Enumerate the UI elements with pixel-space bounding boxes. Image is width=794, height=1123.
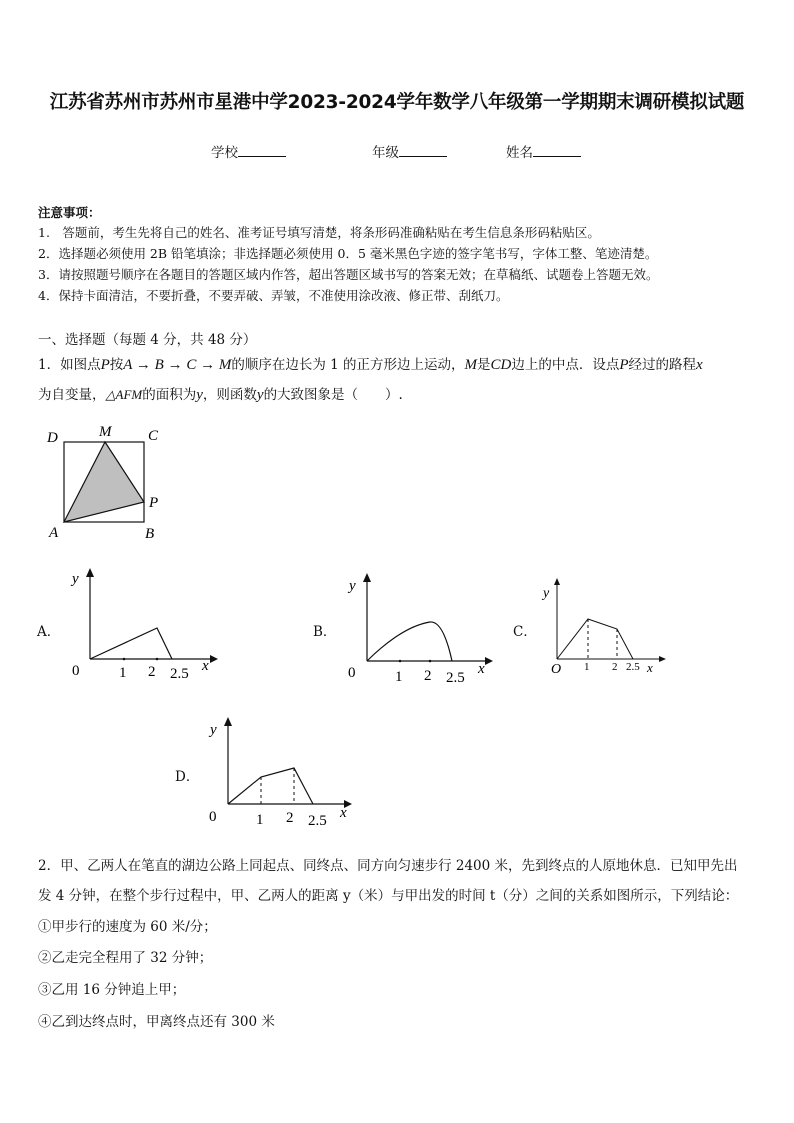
- triangle-apm: [64, 442, 144, 522]
- question-2-line-2: 发 4 分钟，在整个步行过程中，甲、乙两人的距离 y（米）与甲出发的时间 t（分）之间的关系如图所示，下列结论：: [38, 888, 739, 904]
- grade-field: [372, 141, 447, 161]
- grade-label: 年级: [372, 145, 399, 161]
- note-item: 1. 答题前，考生先将自己的姓名、准考证号填写清楚，将条形码准确粘贴在考生信息条形码粘贴区。: [38, 225, 600, 240]
- svg-text:2.5: 2.5: [308, 813, 327, 829]
- name-label: 姓名: [506, 145, 533, 161]
- option-a-graph: [60, 565, 220, 685]
- question-2-statement: ①甲步行的速度为 60 米/分；: [38, 919, 217, 935]
- question-2-statement: ③乙用 16 分钟追上甲；: [38, 982, 186, 998]
- option-c-curve: [557, 619, 633, 659]
- option-c-graph: [535, 572, 685, 682]
- option-a-curve: [90, 628, 172, 659]
- section-heading: 一、选择题（每题 4 分，共 48 分）: [38, 332, 257, 348]
- page-title: 江苏省苏州市苏州市星港中学2023-2024学年数学八年级第一学期期末调研模拟试题: [49, 92, 745, 113]
- svg-text:1: 1: [395, 669, 403, 685]
- notes-heading: 注意事项：: [38, 205, 101, 220]
- svg-text:2: 2: [148, 664, 156, 680]
- svg-text:y: y: [349, 578, 356, 594]
- svg-text:1: 1: [119, 665, 127, 681]
- svg-text:y: y: [210, 722, 217, 738]
- label-p: P: [149, 495, 159, 511]
- svg-text:2: 2: [424, 668, 432, 684]
- grade-blank: [399, 144, 447, 157]
- question-1-line-1: 1．如图点P按A → B → C → M的顺序在边长为 1 的正方形边上运动，M是CD边上的中点．设点P经过的路程x: [38, 357, 703, 373]
- question-2-statement: ②乙走完全程用了 32 分钟；: [38, 950, 213, 966]
- option-d-curve: [228, 768, 313, 804]
- school-field: [211, 141, 286, 161]
- label-m: M: [99, 424, 112, 440]
- svg-text:x: x: [478, 661, 485, 677]
- note-item: 4．保持卡面清洁，不要折叠，不要弄破、弄皱，不准使用涂改液、修正带、刮纸刀。: [38, 288, 509, 303]
- label-a: A: [49, 525, 59, 541]
- svg-text:2: 2: [286, 810, 294, 826]
- question-1-line-2: 为自变量，△AFM的面积为y，则函数y的大致图象是（ ）.: [38, 387, 403, 403]
- name-blank: [533, 144, 581, 157]
- note-item: 3．请按照题号顺序在各题目的答题区域内作答，超出答题区域书写的答案无效；在草稿纸、试题卷上答题无效。: [38, 267, 659, 282]
- label-c: C: [148, 428, 159, 444]
- note-item: 2．选择题必须使用 2B 铅笔填涂；非选择题必须使用 0．5 毫米黑色字迹的签字笔书写，字体工整、笔迹清楚。: [38, 246, 658, 261]
- svg-text:O: O: [551, 662, 562, 677]
- option-d-graph: [198, 712, 358, 832]
- svg-text:0: 0: [348, 665, 356, 681]
- svg-text:0: 0: [209, 809, 217, 825]
- school-blank: [238, 144, 286, 157]
- svg-text:0: 0: [72, 663, 80, 679]
- svg-text:y: y: [72, 571, 79, 587]
- option-a-letter: A．: [37, 624, 61, 640]
- square-figure: [40, 418, 180, 548]
- svg-text:y: y: [543, 586, 550, 601]
- name-field: [506, 141, 581, 161]
- school-label: 学校: [211, 145, 238, 161]
- svg-text:2.5: 2.5: [446, 670, 465, 686]
- svg-text:x: x: [340, 805, 347, 821]
- option-b-graph: [335, 570, 495, 690]
- svg-text:x: x: [202, 658, 209, 674]
- svg-text:1: 1: [584, 661, 590, 673]
- label-b: B: [145, 526, 155, 542]
- option-b-letter: B．: [313, 624, 337, 640]
- option-d-letter: D．: [175, 769, 200, 785]
- svg-text:2.5: 2.5: [170, 666, 189, 682]
- svg-text:2: 2: [612, 661, 618, 673]
- option-b-curve: [367, 622, 452, 661]
- svg-text:2.5: 2.5: [626, 661, 640, 673]
- question-2-line-1: 2．甲、乙两人在笔直的湖边公路上同起点、同终点、同方向匀速步行 2400 米，先到终点的人原地休息．已知甲先出: [38, 858, 738, 874]
- label-d: D: [47, 430, 58, 446]
- option-c-letter: C．: [513, 624, 537, 640]
- svg-text:x: x: [647, 660, 653, 675]
- svg-text:1: 1: [256, 812, 264, 828]
- question-2-statement: ④乙到达终点时，甲离终点还有 300 米: [38, 1014, 275, 1030]
